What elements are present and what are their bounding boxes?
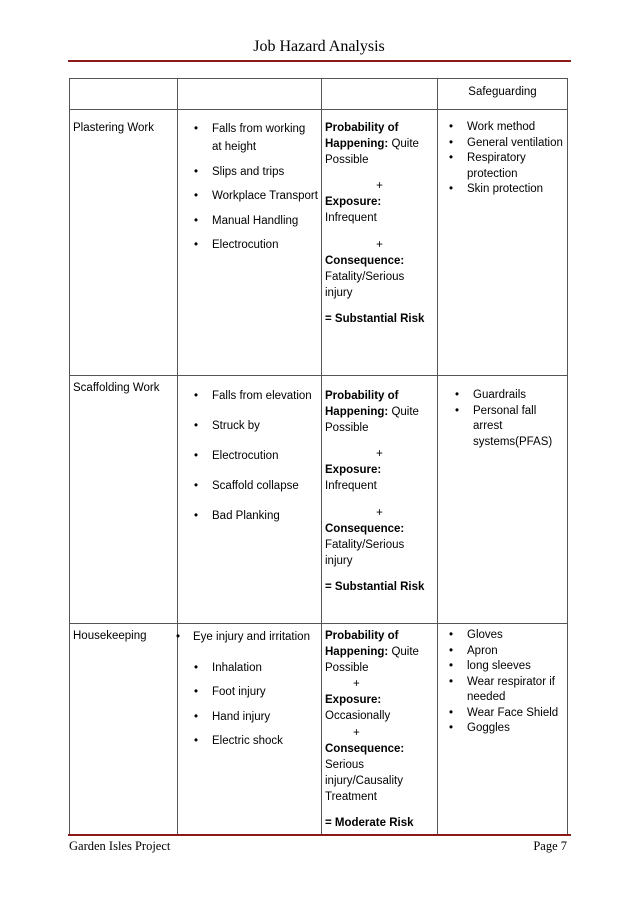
probability-label: Probability of Happening: (325, 122, 399, 151)
safeguard-item: • long sleeves (441, 659, 564, 675)
header-cell-hazards (178, 79, 322, 110)
probability-value: Quite Possible (325, 646, 419, 675)
safeguard-item: • Gloves (441, 628, 564, 644)
safeguard-item: • Goggles (441, 721, 564, 737)
hazard-item: • Hand injury (181, 709, 318, 725)
consequence-label: Consequence: (325, 522, 405, 535)
hazard-item: • Electrocution (181, 236, 318, 254)
hazards-cell (178, 624, 322, 835)
hazards-cell (178, 376, 322, 624)
hazard-item: • Scaffold collapse (181, 478, 318, 494)
header-cell-safeguarding (438, 79, 568, 110)
consequence-value: Serious injury/Causality Treatment (325, 758, 403, 803)
safeguards-cell (438, 110, 568, 376)
risk-cell (322, 376, 438, 624)
safeguard-item: • Wear Face Shield (441, 706, 564, 722)
safeguard-item: • General ventilation (441, 136, 564, 152)
hazard-item: • Manual Handling (181, 212, 318, 230)
risk-rating: = Moderate Risk (325, 817, 414, 830)
probability-label: Probability of Happening: (325, 390, 399, 419)
header-cell-task (70, 79, 178, 110)
safeguards-cell (438, 624, 568, 835)
hazard-item: • Electric shock (181, 733, 318, 749)
hazard-item: • Struck by (181, 418, 318, 434)
hazard-item: • Eye injury and irritation (163, 628, 318, 646)
probability-value: Quite Possible (325, 406, 419, 435)
safeguarding-heading: Safeguarding (468, 86, 537, 98)
hazard-item: • Inhalation (181, 660, 318, 676)
plus-sign: + (353, 678, 360, 691)
safeguard-item: • Respiratory protection (441, 151, 564, 182)
task-cell: Scaffolding Work (70, 376, 178, 624)
plus-sign: + (376, 180, 383, 193)
risk-rating: = Substantial Risk (325, 580, 425, 593)
task-cell: Plastering Work (70, 110, 178, 376)
safeguards-cell (438, 376, 568, 624)
hazard-item: • Falls from working at height (181, 120, 318, 157)
consequence-value: Fatality/Serious injury (325, 270, 405, 299)
footer-rule (68, 834, 571, 836)
plus-sign: + (376, 238, 383, 251)
probability-value: Quite Possible (325, 138, 419, 167)
hazard-item: • Workplace Transport (181, 187, 318, 205)
hazard-table (69, 78, 568, 835)
consequence-value: Fatality/Serious injury (325, 538, 405, 567)
hazard-item: • Electrocution (181, 448, 318, 464)
exposure-label: Exposure: (325, 196, 382, 209)
hazard-item: • Bad Planking (181, 508, 318, 524)
consequence-label: Consequence: (325, 254, 405, 267)
safeguard-item: • Work method (441, 120, 564, 136)
footer-project: Garden Isles Project (69, 839, 171, 853)
risk-cell (322, 110, 438, 376)
exposure-label: Exposure: (325, 464, 382, 477)
plus-sign: + (376, 506, 383, 519)
consequence-label: Consequence: (325, 742, 405, 755)
hazard-item: • Slips and trips (181, 163, 318, 181)
table-row (70, 376, 568, 624)
risk-cell (322, 624, 438, 835)
page-title: Job Hazard Analysis (253, 38, 385, 55)
exposure-value: Infrequent (325, 212, 377, 225)
plus-sign: + (376, 448, 383, 461)
task-cell: Housekeeping (70, 624, 178, 835)
header-cell-risk (322, 79, 438, 110)
hazard-item: • Foot injury (181, 684, 318, 700)
table-header-row (70, 79, 568, 110)
safeguard-item: • Skin protection (441, 182, 564, 198)
plus-sign: + (353, 726, 360, 739)
hazards-cell (178, 110, 322, 376)
safeguard-item: • Apron (441, 644, 564, 660)
exposure-label: Exposure: (325, 694, 382, 707)
table-row (70, 110, 568, 376)
header-rule (68, 60, 571, 62)
exposure-value: Occasionally (325, 710, 391, 723)
table-row (70, 624, 568, 835)
risk-rating: = Substantial Risk (325, 312, 425, 325)
probability-label: Probability of Happening: (325, 630, 399, 659)
exposure-value: Infrequent (325, 480, 377, 493)
safeguard-item: • Wear respirator if needed (441, 675, 564, 706)
safeguard-item: • Personal fall arrest systems(PFAS) (447, 404, 564, 451)
footer-page-number: Page 7 (533, 839, 567, 853)
hazard-item: • Falls from elevation (181, 388, 318, 404)
safeguard-item: • Guardrails (447, 388, 564, 404)
